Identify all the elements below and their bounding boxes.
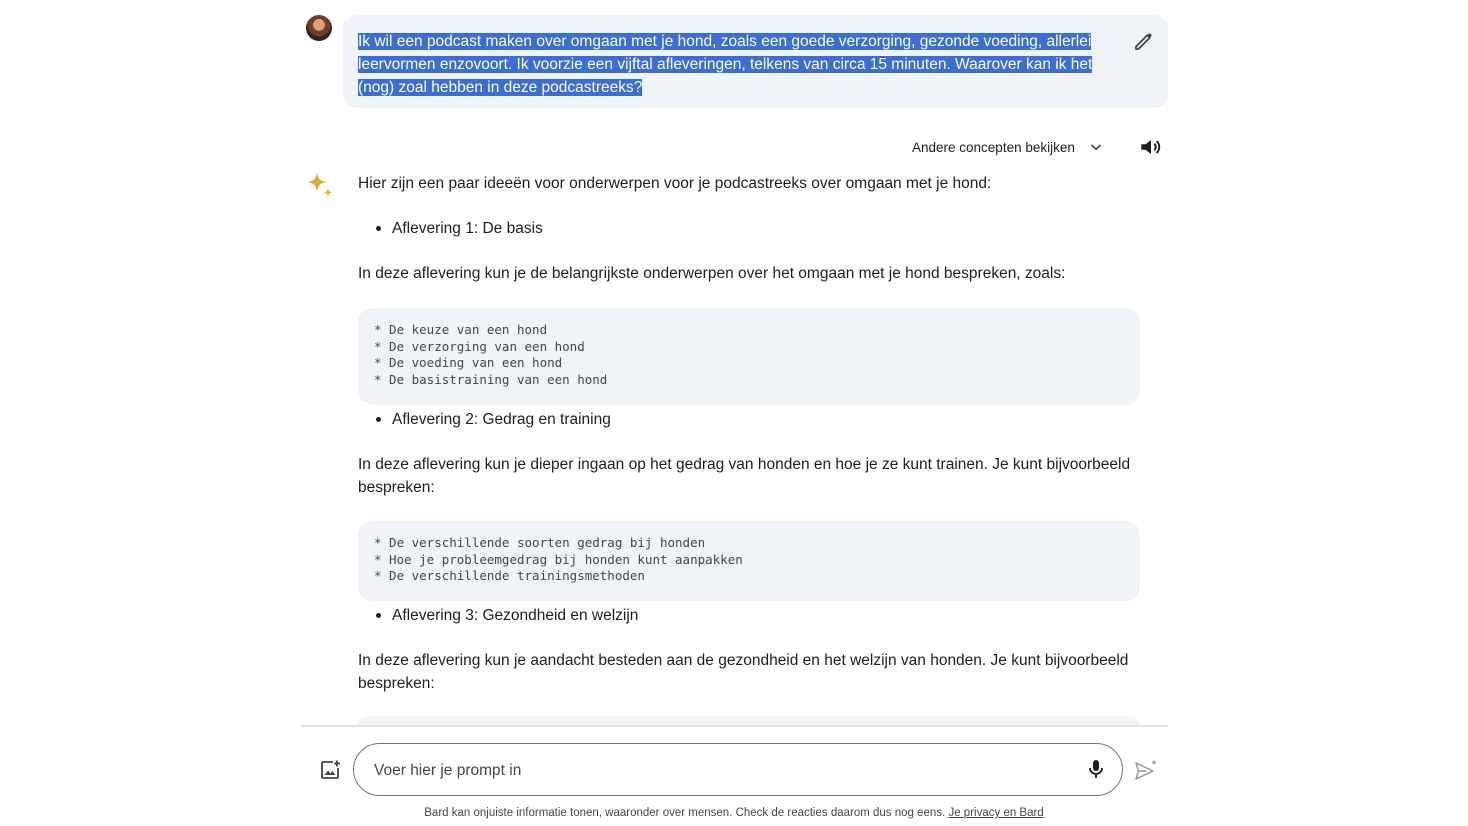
episode-1-title: Aflevering 1: De basis <box>358 217 543 240</box>
microphone-button[interactable] <box>1084 757 1108 781</box>
code-block-edge <box>358 716 1140 725</box>
microphone-icon <box>1084 757 1108 781</box>
episode-2-title: Aflevering 2: Gedrag en training <box>358 408 611 431</box>
prompt-input-container[interactable] <box>353 743 1123 796</box>
chevron-down-icon <box>1089 140 1103 154</box>
episode-1-description: In deze aflevering kun je de belangrijkste onderwerpen over het omgaan met je hond bespreken, zoals: <box>358 265 1066 282</box>
episode-2-description: In deze aflevering kun je dieper ingaan op het gedrag van honden en hoe je ze kunt trainen. Je kunt bijvoorbeeld bespreken: <box>358 456 1131 496</box>
disclaimer-footer <box>0 807 1468 819</box>
episode-1-code-block[interactable]: * De keuze van een hond * De verzorging van een hond * De voeding van een hond * De basistraining van een hond <box>358 308 1140 405</box>
edit-prompt-button[interactable] <box>1132 29 1156 53</box>
prompt-input[interactable] <box>372 757 1066 785</box>
bard-sparkle-icon <box>305 170 335 200</box>
view-drafts-button[interactable] <box>906 134 1109 160</box>
response-intro: Hier zijn een paar ideeën voor onderwerpen voor je podcastreeks over omgaan met je hond: <box>358 175 992 192</box>
prompt-text: Ik wil een podcast maken over omgaan met je hond, zoals een goede verzorging, gezonde voeding, allerlei leervormen enzovoort. Ik voorzie een vijftal afleveringen, telkens van circa 15 minuten. Waarover kan ik het (nog) zoal hebben in deze podcastreeks? <box>358 33 1093 96</box>
disclaimer-text: Bard kan onjuiste informatie tonen, waaronder over mensen. Check de reacties daarom dus nog eens. <box>424 807 946 819</box>
pencil-icon <box>1132 29 1156 53</box>
view-drafts-label: Andere concepten bekijken <box>912 139 1075 155</box>
divider <box>301 725 1168 727</box>
episode-3-title: Aflevering 3: Gezondheid en welzijn <box>358 604 638 627</box>
upload-image-button[interactable] <box>318 758 342 782</box>
user-avatar[interactable] <box>306 15 332 41</box>
read-aloud-button[interactable] <box>1138 134 1164 160</box>
send-icon <box>1133 758 1159 784</box>
add-image-icon <box>318 758 342 782</box>
send-button[interactable] <box>1133 758 1159 784</box>
speaker-icon <box>1138 134 1164 160</box>
episode-2-code-block[interactable]: * De verschillende soorten gedrag bij honden * Hoe je probleemgedrag bij honden kunt aanpakken * De verschillende trainingsmethoden <box>358 521 1140 601</box>
episode-3-description: In deze aflevering kun je aandacht besteden aan de gezondheid en het welzijn van honden. Je kunt bijvoorbeeld bespreken: <box>358 652 1129 692</box>
privacy-link[interactable]: Je privacy en Bard <box>948 807 1044 819</box>
